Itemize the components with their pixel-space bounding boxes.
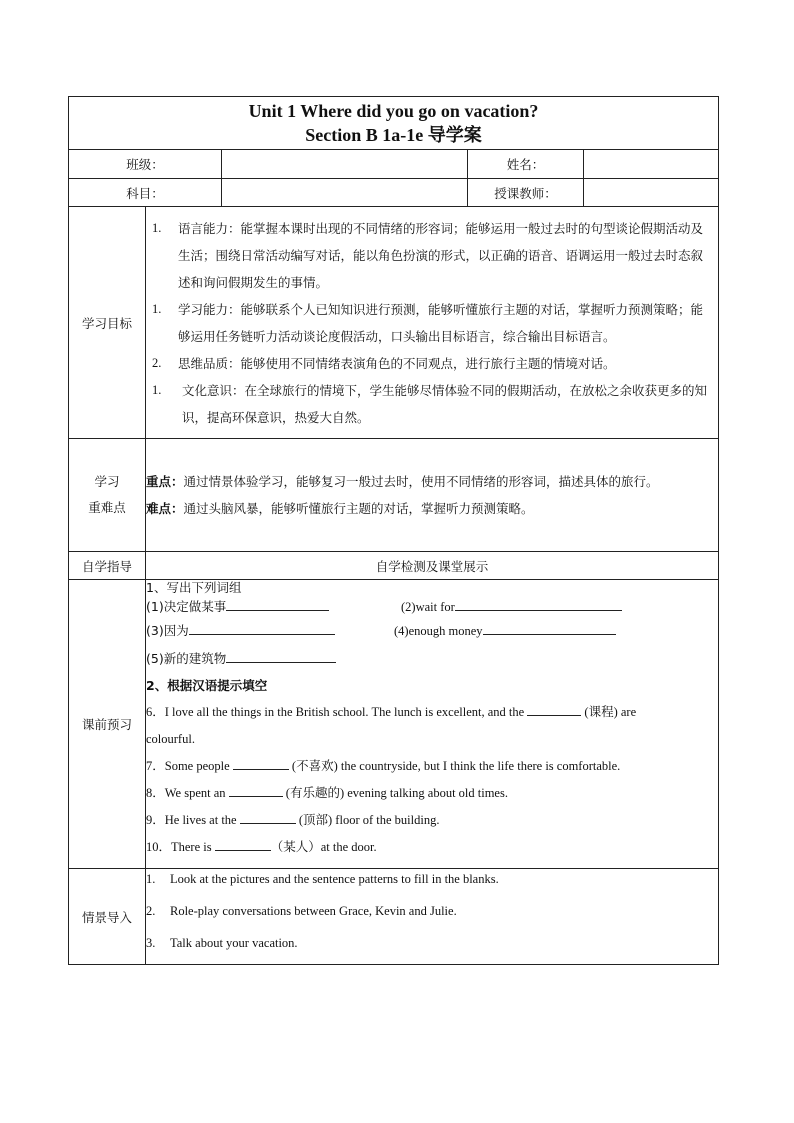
goal-number: 1. (152, 301, 162, 316)
phrase-text: (1)决定做某事 (146, 599, 227, 614)
name-field[interactable] (584, 150, 719, 179)
answer-blank[interactable] (455, 596, 622, 611)
scenario-content (146, 869, 719, 965)
preview-content (146, 580, 719, 869)
section2-title: 2、根据汉语提示填空 (146, 678, 268, 693)
difficulty-label: 难点： (146, 501, 184, 516)
answer-blank[interactable] (229, 782, 283, 797)
focus-label: 重点： (146, 474, 184, 489)
teacher-label: 授课教师： (468, 179, 584, 207)
answer-blank[interactable] (527, 701, 581, 716)
answer-blank[interactable] (226, 648, 336, 663)
sentence-text: 7．Some people (146, 759, 233, 773)
sentence-6-cont: colourful. (146, 732, 195, 746)
goal-text: 文化意识：在全球旅行的情境下，学生能够尽情体验不同的假期活动，在放松之余收获更多的知识，提高环保意识，热爱大自然。 (182, 382, 708, 425)
goal-item (146, 215, 718, 296)
sentence-text: 10．There is (146, 840, 215, 854)
keypoints-label (69, 439, 146, 552)
goal-text: 学习能力：能够联系个人已知知识进行预测，能够听懂旅行主题的对话，掌握听力预测策略；能够运用任务链听力活动谈论度假活动，口头输出目标语言，综合输出目标语言。 (178, 301, 704, 344)
scenario-number: 1. (146, 872, 156, 886)
phrase-text: (4)enough money (394, 624, 483, 638)
phrase-item (146, 617, 394, 644)
phrase-row (146, 617, 718, 645)
subject-field[interactable] (222, 179, 468, 207)
scenario-text: Talk about your vacation. (170, 936, 298, 950)
scenario-item (146, 869, 718, 889)
teacher-field[interactable] (584, 179, 719, 207)
answer-blank[interactable] (226, 596, 329, 611)
scenario-label: 情景导入 (69, 869, 146, 965)
goal-text: 语言能力：能掌握本课时出现的不同情绪的形容词；能够运用一般过去时的句型谈论假期活动及生活；围绕日常活动编写对话，能以角色扮演的形式，以正确的语音、语调运用一般过去时态叙述和询问假期发生的事情。 (178, 220, 704, 290)
sentence-text: 8．We spent an (146, 786, 229, 800)
focus-point (146, 468, 718, 495)
goal-number: 1. (152, 382, 162, 397)
scenario-text: Look at the pictures and the sentence patterns to fill in the blanks. (170, 872, 499, 886)
subject-label: 科目： (69, 179, 222, 207)
scenario-item (146, 901, 718, 921)
focus-text: 通过情景体验学习，能够复习一般过去时，使用不同情绪的形容词，描述具体的旅行。 (183, 474, 659, 489)
sentence-7 (146, 753, 718, 780)
goal-item (146, 350, 718, 377)
goals-label: 学习目标 (69, 207, 146, 439)
title-line-2: Section B 1a-1e 导学案 (305, 125, 482, 145)
goal-item (146, 377, 718, 431)
sentence-hint: (不喜欢) the countryside, but I think the life there is comfortable. (288, 759, 621, 773)
scenario-text: Role-play conversations between Grace, Kevin and Julie. (170, 904, 457, 918)
guide-header-left: 自学指导 (69, 552, 146, 580)
phrase-row (146, 596, 718, 617)
scenario-item (146, 933, 718, 953)
phrase-text: (3)因为 (146, 623, 189, 638)
title-line-1: Unit 1 Where did you go on vacation? (248, 101, 539, 121)
class-label: 班级： (69, 150, 222, 179)
name-label: 姓名： (468, 150, 584, 179)
phrase-row (146, 645, 718, 672)
answer-blank[interactable] (215, 836, 271, 851)
sentence-hint: (有乐趣的) evening talking about old times. (282, 786, 508, 800)
phrase-text: (5)新的建筑物 (146, 651, 227, 666)
goals-content (146, 207, 719, 439)
sentence-text: 9．He lives at the (146, 813, 240, 827)
section1-title: 1、写出下列词组 (146, 580, 242, 595)
sentence-8 (146, 780, 718, 807)
sentence-hint: （某人）at the door. (270, 840, 377, 854)
goal-text: 思维品质：能够使用不同情绪表演角色的不同观点，进行旅行主题的情境对话。 (178, 355, 616, 371)
preview-label: 课前预习 (69, 580, 146, 869)
study-guide-table (68, 96, 719, 965)
sentence-hint: (课程) are (581, 705, 637, 719)
sentence-6 (146, 699, 718, 726)
keypoints-label-line1: 学习 (94, 474, 120, 489)
difficulty-point (146, 495, 718, 522)
sentence-10 (146, 834, 718, 861)
sentence-text: 6．I love all the things in the British school. The lunch is excellent, and the (146, 705, 528, 719)
answer-blank[interactable] (189, 620, 335, 635)
sentence-hint: (顶部) floor of the building. (295, 813, 440, 827)
class-field[interactable] (222, 150, 468, 179)
title-cell (69, 97, 719, 150)
phrase-item (146, 596, 401, 617)
sentence-9 (146, 807, 718, 834)
difficulty-text: 通过头脑风暴，能够听懂旅行主题的对话，掌握听力预测策略。 (183, 501, 534, 516)
answer-blank[interactable] (233, 755, 289, 770)
keypoints-label-line2: 重难点 (88, 500, 126, 515)
goal-number: 2. (152, 355, 162, 370)
phrase-text: (2)wait for (401, 600, 455, 614)
goal-item (146, 296, 718, 350)
goal-number: 1. (152, 220, 162, 235)
scenario-number: 3. (146, 936, 156, 950)
scenario-number: 2. (146, 904, 156, 918)
guide-header-right: 自学检测及课堂展示 (146, 552, 719, 580)
keypoints-content (146, 439, 719, 552)
answer-blank[interactable] (483, 620, 616, 635)
answer-blank[interactable] (240, 809, 296, 824)
